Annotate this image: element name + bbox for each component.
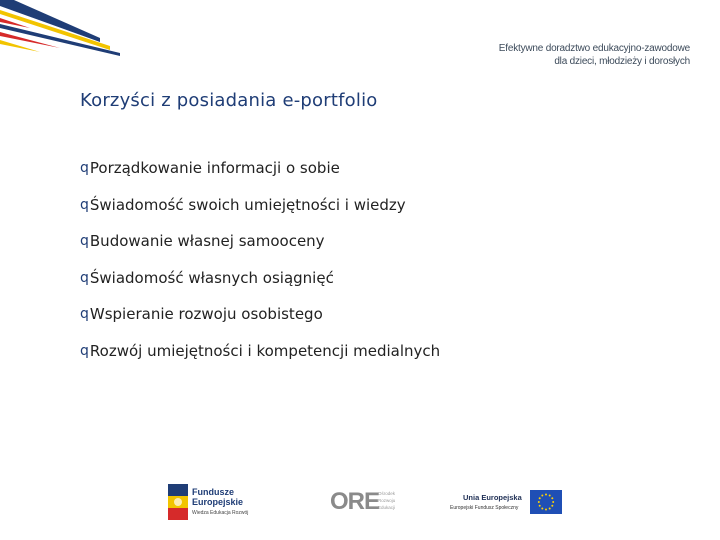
bullet-item [80,195,440,215]
fe-logo-text [192,487,243,507]
ue-title: Unia Europejska [463,493,522,502]
bullet-item [80,268,440,288]
bullet-text: Budowanie własnej samooceny [89,232,325,250]
bullet-marker-icon: q [80,342,89,359]
bullet-text: Świadomość swoich umiejętności i wiedzy [89,195,406,214]
ore-line-3: Edukacji [378,505,396,510]
tagline-line-2: dla dzieci, młodzieży i dorosłych [554,56,690,67]
corner-stripes-decoration [0,0,130,60]
unia-europejska-logo [450,490,565,518]
bullet-marker-icon: q [80,160,89,176]
ue-subtitle: Europejski Fundusz Społeczny [450,505,519,511]
fe-line-1: Fundusze [192,487,234,497]
bullet-list [80,158,440,377]
fe-line-3: Wiedza Edukacja Rozwój [192,510,249,516]
ore-subtext [378,490,395,511]
bullet-text: Wspieranie rozwoju osobistego [89,305,323,323]
fe-line-2: Europejskie [192,497,244,507]
ore-line-1: Ośrodek [378,491,396,496]
slide-title: Korzyści z posiadania e-portfolio [80,90,378,111]
bullet-marker-icon: q [80,269,89,286]
ore-mark: ORE [330,488,380,515]
bullet-marker-icon: q [80,196,89,213]
ore-logo [330,488,410,518]
bullet-item [80,304,440,324]
bullet-text: Świadomość własnych osiągnięć [89,268,334,287]
header-tagline [499,42,690,68]
bullet-text: Rozwój umiejętności i kompetencji medialnych [89,341,441,360]
bullet-item [80,231,440,251]
fundusze-europejskie-flag-icon [168,484,188,520]
bullet-marker-icon: q [80,233,89,249]
bullet-item [80,341,440,361]
tagline-line-1: Efektywne doradztwo edukacyjno-zawodowe [498,43,690,54]
bullet-text: Porządkowanie informacji o sobie [89,159,340,177]
footer-logos [0,478,720,528]
fundusze-europejskie-logo [168,484,268,524]
bullet-marker-icon: q [80,306,89,322]
eu-flag-icon [530,490,562,514]
ore-line-2: Rozwoju [378,498,396,503]
bullet-item [80,158,440,178]
